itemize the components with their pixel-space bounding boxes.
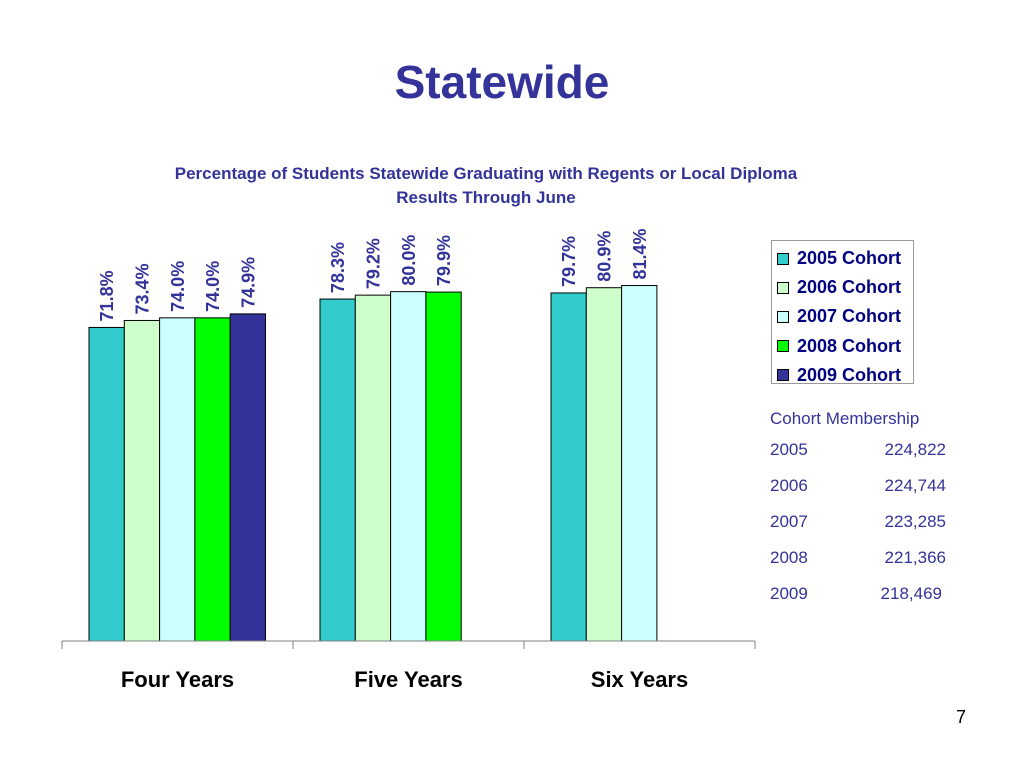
slide-title: Statewide [394, 56, 610, 108]
membership-year: 2005 [770, 440, 808, 459]
data-label: 74.0% [167, 260, 188, 312]
bar [391, 292, 426, 641]
membership-year: 2008 [770, 548, 808, 567]
legend-label: 2007 Cohort [797, 306, 902, 327]
data-label: 80.0% [398, 234, 419, 286]
legend-label: 2009 Cohort [797, 364, 902, 385]
membership-row [770, 432, 946, 468]
x-tick-label: Four Years [120, 667, 235, 692]
bar [160, 318, 195, 641]
bar [355, 295, 390, 641]
chart-title: Percentage of Students Statewide Graduating with Regents or Local Diploma [174, 164, 798, 183]
membership-count: 224,744 [884, 476, 946, 495]
chart-legend [771, 240, 914, 384]
data-label: 73.4% [132, 263, 153, 315]
data-label: 79.2% [363, 238, 384, 290]
bar [230, 314, 265, 641]
bar [320, 299, 355, 641]
membership-row [770, 504, 946, 540]
page-number: 7 [955, 707, 966, 727]
data-label: 74.9% [238, 256, 259, 308]
membership-count: 224,822 [884, 440, 946, 459]
bar [586, 288, 621, 641]
data-label: 71.8% [97, 270, 118, 322]
legend-swatch [777, 253, 789, 265]
cohort-membership-table [770, 406, 946, 612]
membership-row [770, 540, 946, 576]
legend-label: 2005 Cohort [797, 248, 902, 269]
bar [426, 292, 461, 641]
data-label: 80.9% [594, 230, 615, 282]
membership-year: 2006 [770, 476, 808, 495]
legend-label: 2006 Cohort [797, 277, 902, 298]
chart-subtitle: Results Through June [396, 188, 576, 207]
membership-count: 218,469 [880, 584, 942, 603]
membership-row [770, 576, 946, 612]
legend-item-2005 [772, 244, 913, 273]
legend-swatch [777, 311, 789, 323]
legend-item-2006 [772, 273, 913, 302]
legend-swatch [777, 282, 789, 294]
data-label: 78.3% [328, 242, 349, 294]
bar [124, 320, 159, 641]
data-label: 81.4% [629, 228, 650, 280]
x-tick-label: Six Years [590, 667, 689, 692]
bar [195, 318, 230, 641]
legend-item-2007 [772, 302, 913, 331]
membership-count: 223,285 [884, 512, 946, 531]
data-label: 79.7% [559, 235, 580, 287]
membership-title: Cohort Membership [770, 409, 920, 428]
legend-label: 2008 Cohort [797, 335, 902, 356]
legend-swatch [777, 340, 789, 352]
legend-item-2008 [772, 332, 913, 361]
data-label: 79.9% [434, 235, 455, 287]
membership-year: 2007 [770, 512, 808, 531]
x-tick-label: Five Years [354, 667, 463, 692]
membership-year: 2009 [770, 584, 808, 603]
legend-swatch [777, 369, 789, 381]
legend-item-2009 [772, 361, 913, 390]
bar [551, 293, 586, 641]
data-label: 74.0% [203, 260, 224, 312]
bar [89, 327, 124, 641]
membership-row [770, 468, 946, 504]
membership-count: 221,366 [884, 548, 946, 567]
bar [622, 286, 657, 641]
